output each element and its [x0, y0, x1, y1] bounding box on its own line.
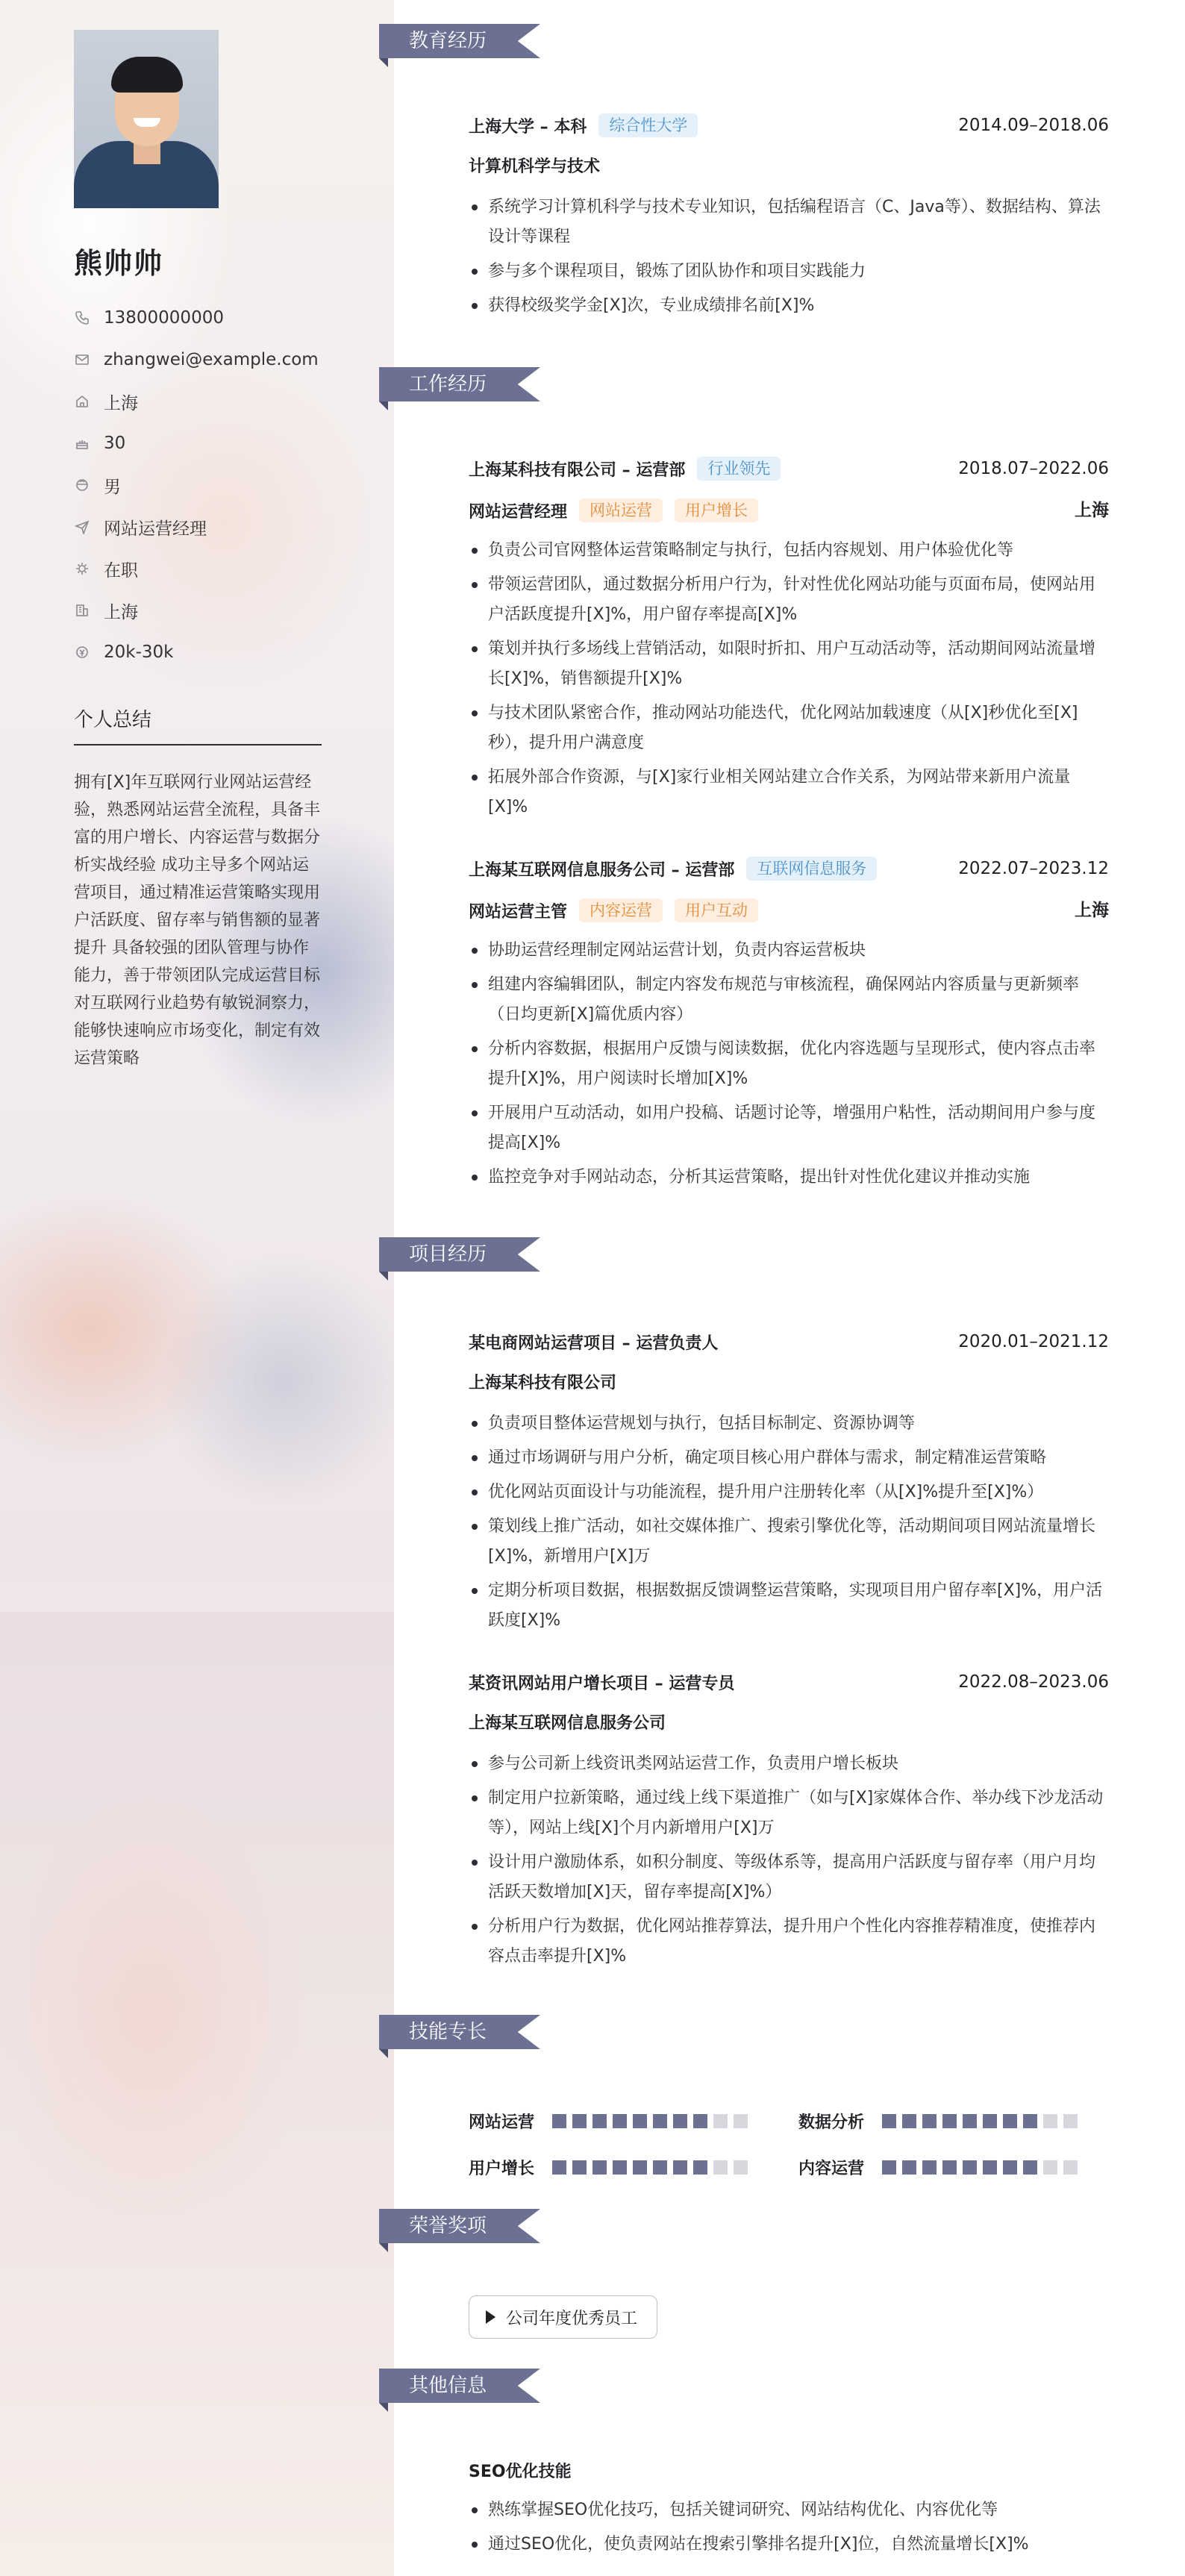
- info-city-value: 上海: [104, 393, 138, 413]
- other-bullets: [469, 2495, 1109, 2560]
- list-item: 协助运营经理制定网站运营计划，负责内容运营板块: [469, 936, 1109, 966]
- section-title-education: 教育经历: [409, 30, 487, 52]
- section-header-honors: [379, 2209, 540, 2252]
- list-item: 获得校级奖学金[X]次，专业成绩排名前[X]%: [469, 291, 1109, 321]
- mail-icon: [74, 351, 90, 368]
- info-status-value: 在职: [104, 560, 138, 581]
- project-company: 上海某科技有限公司: [469, 1374, 617, 1392]
- skill-level-square: [1063, 2114, 1078, 2128]
- work-bullets: [469, 536, 1109, 822]
- project-bullets: [469, 1749, 1109, 1972]
- list-item: 设计用户激励体系，如积分制度、等级体系等，提高用户活跃度与留存率（用户月均活跃天数增加[X]天，留存率提高[X]%）: [469, 1848, 1109, 1907]
- project-entry-1: [469, 1327, 1109, 1640]
- skill-level-square: [633, 2160, 647, 2175]
- info-age-value: 30: [104, 434, 126, 453]
- project-entry-2: [469, 1667, 1109, 1976]
- project-title: 某资讯网站用户增长项目 – 运营专员: [469, 1674, 735, 1693]
- skill-level-square: [963, 2160, 977, 2175]
- skill-level-square: [633, 2114, 647, 2128]
- section-header-other: [379, 2369, 540, 2412]
- education-bullets: [469, 193, 1109, 321]
- list-item: 系统学习计算机科学与技术专业知识，包括编程语言（C、Java等）、数据结构、算法设计等课程: [469, 193, 1109, 252]
- work-role-tag: 用户增长: [675, 498, 758, 522]
- skill-level-square: [552, 2114, 566, 2128]
- salary-icon: [74, 644, 90, 660]
- skill-item: [469, 2106, 754, 2136]
- skill-name: 网站运营: [469, 2113, 535, 2132]
- skill-level-square: [693, 2114, 707, 2128]
- section-title-project: 项目经历: [409, 1243, 487, 1266]
- other-entry: [469, 2455, 1109, 2564]
- skill-level-square: [1003, 2160, 1017, 2175]
- section-header-skills: [379, 2015, 540, 2058]
- list-item: 参与多个课程项目，锻炼了团队协作和项目实践能力: [469, 257, 1109, 287]
- list-item: 熟练掌握SEO优化技巧，包括关键词研究、网站结构优化、内容优化等: [469, 2495, 1109, 2525]
- skill-level-square: [882, 2160, 896, 2175]
- info-gender: [74, 464, 319, 506]
- info-position: [74, 506, 319, 548]
- list-item: 分析用户行为数据，优化网站推荐算法，提升用户个性化内容推荐精准度，使推荐内容点击率提升[X]%: [469, 1912, 1109, 1972]
- skill-level-square: [673, 2114, 687, 2128]
- list-item: 通过SEO优化，使负责网站在搜索引擎排名提升[X]位，自然流量增长[X]%: [469, 2530, 1109, 2560]
- play-icon: [486, 2310, 495, 2324]
- skill-level-square: [572, 2114, 587, 2128]
- work-date: 2022.07–2023.12: [958, 859, 1109, 878]
- skill-level-square: [713, 2114, 728, 2128]
- skill-level-square: [963, 2114, 977, 2128]
- info-salary: [74, 631, 319, 673]
- list-item: 组建内容编辑团队，制定内容发布规范与审核流程，确保网站内容质量与更新频率（日均更新[X]篇优质内容）: [469, 970, 1109, 1030]
- list-item: 与技术团队紧密合作，推动网站功能迭代，优化网站加载速度（从[X]秒优化至[X]秒），提升用户满意度: [469, 698, 1109, 758]
- work-role-tag: 内容运营: [579, 898, 663, 922]
- list-item: 负责项目整体运营规划与执行，包括目标制定、资源协调等: [469, 1409, 1109, 1439]
- project-date: 2022.08–2023.06: [958, 1672, 1109, 1692]
- work-role-tag: 网站运营: [579, 498, 663, 522]
- skill-level-bar: [882, 2114, 1084, 2128]
- info-age: [74, 422, 319, 464]
- section-header-project: [379, 1237, 540, 1281]
- summary-divider: [74, 744, 322, 745]
- skill-level-square: [1043, 2160, 1057, 2175]
- work-company: 上海某互联网信息服务公司 – 运营部: [469, 860, 735, 880]
- list-item: 监控竞争对手网站动态，分析其运营策略，提出针对性优化建议并推动实施: [469, 1163, 1109, 1192]
- project-date: 2020.01–2021.12: [958, 1332, 1109, 1351]
- skill-level-square: [983, 2160, 997, 2175]
- work-role: 网站运营主管: [469, 902, 568, 922]
- skill-item: [798, 2106, 1084, 2136]
- education-date: 2014.09–2018.06: [958, 116, 1109, 135]
- gender-icon: [74, 477, 90, 493]
- info-city: [74, 381, 319, 422]
- skill-item: [798, 2152, 1084, 2182]
- skill-level-square: [613, 2114, 627, 2128]
- section-header-work: [379, 367, 540, 410]
- skill-level-square: [1023, 2114, 1037, 2128]
- skill-level-square: [572, 2160, 587, 2175]
- skill-level-square: [552, 2160, 566, 2175]
- candidate-name: 熊帅帅: [74, 247, 164, 280]
- sidebar: [0, 0, 394, 2576]
- skill-level-bar: [552, 2160, 754, 2175]
- contact-info-list: [74, 297, 319, 673]
- work-company-tag: 互联网信息服务: [746, 857, 877, 881]
- work-role: 网站运营经理: [469, 502, 568, 522]
- work-date: 2018.07–2022.06: [958, 459, 1109, 478]
- skill-name: 数据分析: [798, 2113, 865, 2132]
- summary-title: 个人总结: [74, 709, 152, 731]
- work-location: 上海: [1075, 901, 1109, 920]
- other-title: SEO优化技能: [469, 2462, 572, 2481]
- skill-level-square: [713, 2160, 728, 2175]
- education-school: 上海大学 – 本科: [469, 117, 587, 137]
- list-item: 分析内容数据，根据用户反馈与阅读数据，优化内容选题与呈现形式，使内容点击率提升[X]%，用户阅读时长增加[X]%: [469, 1034, 1109, 1094]
- info-phone-value: 13800000000: [104, 308, 224, 328]
- list-item: 策划线上推广活动，如社交媒体推广、搜索引擎优化等，活动期间项目网站流量增长[X]%，新增用户[X]万: [469, 1512, 1109, 1572]
- education-tag: 综合性大学: [598, 113, 698, 137]
- list-item: 制定用户拉新策略，通过线上线下渠道推广（如与[X]家媒体合作、举办线下沙龙活动等），网站上线[X]个月内新增用户[X]万: [469, 1783, 1109, 1843]
- age-icon: [74, 435, 90, 451]
- project-bullets: [469, 1409, 1109, 1636]
- info-position-value: 网站运营经理: [104, 519, 207, 539]
- list-item: 带领运营团队，通过数据分析用户行为，针对性优化网站功能与页面布局，使网站用户活跃度提升[X]%，用户留存率提高[X]%: [469, 570, 1109, 630]
- section-title-honors: 荣誉奖项: [409, 2215, 487, 2237]
- info-email: [74, 339, 319, 381]
- education-major: 计算机科学与技术: [469, 157, 601, 176]
- skill-level-square: [673, 2160, 687, 2175]
- work-company: 上海某科技有限公司 – 运营部: [469, 460, 686, 480]
- skill-level-square: [734, 2160, 748, 2175]
- skill-level-square: [902, 2160, 916, 2175]
- skill-name: 内容运营: [798, 2159, 865, 2178]
- skill-level-square: [1043, 2114, 1057, 2128]
- section-header-education: [379, 24, 540, 67]
- list-item: 通过市场调研与用户分析，确定项目核心用户群体与需求，制定精准运营策略: [469, 1443, 1109, 1473]
- education-entry: [469, 110, 1109, 325]
- skill-level-square: [1003, 2114, 1017, 2128]
- list-item: 优化网站页面设计与功能流程，提升用户注册转化率（从[X]%提升至[X]%）: [469, 1478, 1109, 1507]
- honor-badge: [469, 2295, 657, 2339]
- building-icon: [74, 602, 90, 619]
- info-work-city: [74, 590, 319, 631]
- skill-name: 用户增长: [469, 2159, 535, 2178]
- skill-level-square: [734, 2114, 748, 2128]
- skill-level-square: [882, 2114, 896, 2128]
- list-item: 开展用户互动活动，如用户投稿、话题讨论等，增强用户粘性，活动期间用户参与度提高[X]%: [469, 1098, 1109, 1158]
- skill-level-square: [693, 2160, 707, 2175]
- skill-item: [469, 2152, 754, 2182]
- skill-level-square: [653, 2160, 667, 2175]
- work-location: 上海: [1075, 501, 1109, 520]
- info-gender-value: 男: [104, 477, 121, 497]
- send-icon: [74, 519, 90, 535]
- skill-level-bar: [552, 2114, 754, 2128]
- info-salary-value: 20k-30k: [104, 643, 174, 662]
- info-work-city-value: 上海: [104, 602, 138, 622]
- skill-level-square: [1063, 2160, 1078, 2175]
- summary-text: 拥有[X]年互联网行业网站运营经验，熟悉网站运营全流程，具备丰富的用户增长、内容运营与数据分析实战经验 成功主导多个网站运营项目，通过精准运营策略实现用户活跃度、留存率与销售额的显著提升 具备较强的团队管理与协作能力，善于带领团队完成运营目标 对互联网行业趋势有敏锐洞察力，能够快速响应市场变化，制定有效运营策略: [74, 773, 321, 1068]
- project-title: 某电商网站运营项目 – 运营负责人: [469, 1334, 719, 1353]
- work-role-tag: 用户互动: [675, 898, 758, 922]
- profile-photo: [74, 30, 219, 208]
- section-title-work: 工作经历: [409, 373, 487, 396]
- skill-level-square: [942, 2160, 957, 2175]
- skill-level-square: [613, 2160, 627, 2175]
- skill-level-square: [902, 2114, 916, 2128]
- skill-level-square: [592, 2114, 607, 2128]
- section-title-other: 其他信息: [409, 2375, 487, 2397]
- work-entry-1: [469, 454, 1109, 827]
- section-title-skills: 技能专长: [409, 2021, 487, 2043]
- phone-icon: [74, 310, 90, 326]
- work-bullets: [469, 936, 1109, 1192]
- skill-level-square: [922, 2114, 937, 2128]
- status-icon: [74, 560, 90, 577]
- list-item: 参与公司新上线资讯类网站运营工作，负责用户增长板块: [469, 1749, 1109, 1779]
- list-item: 拓展外部合作资源，与[X]家行业相关网站建立合作关系，为网站带来新用户流量[X]%: [469, 763, 1109, 822]
- info-email-value: zhangwei@example.com: [104, 350, 319, 369]
- home-icon: [74, 393, 90, 410]
- skill-level-bar: [882, 2160, 1084, 2175]
- skill-level-square: [592, 2160, 607, 2175]
- honor-label: 公司年度优秀员工: [506, 2309, 638, 2328]
- list-item: 定期分析项目数据，根据数据反馈调整运营策略，实现项目用户留存率[X]%，用户活跃度[X]%: [469, 1576, 1109, 1636]
- info-phone: [74, 297, 319, 339]
- work-entry-2: [469, 854, 1109, 1197]
- work-company-tag: 行业领先: [697, 457, 781, 481]
- list-item: 负责公司官网整体运营策略制定与执行，包括内容规划、用户体验优化等: [469, 536, 1109, 566]
- info-status: [74, 548, 319, 590]
- skill-level-square: [1023, 2160, 1037, 2175]
- skill-level-square: [983, 2114, 997, 2128]
- skill-level-square: [653, 2114, 667, 2128]
- list-item: 策划并执行多场线上营销活动，如限时折扣、用户互动活动等，活动期间网站流量增长[X]%，销售额提升[X]%: [469, 634, 1109, 694]
- project-company: 上海某互联网信息服务公司: [469, 1714, 666, 1733]
- skill-level-square: [942, 2114, 957, 2128]
- skill-level-square: [922, 2160, 937, 2175]
